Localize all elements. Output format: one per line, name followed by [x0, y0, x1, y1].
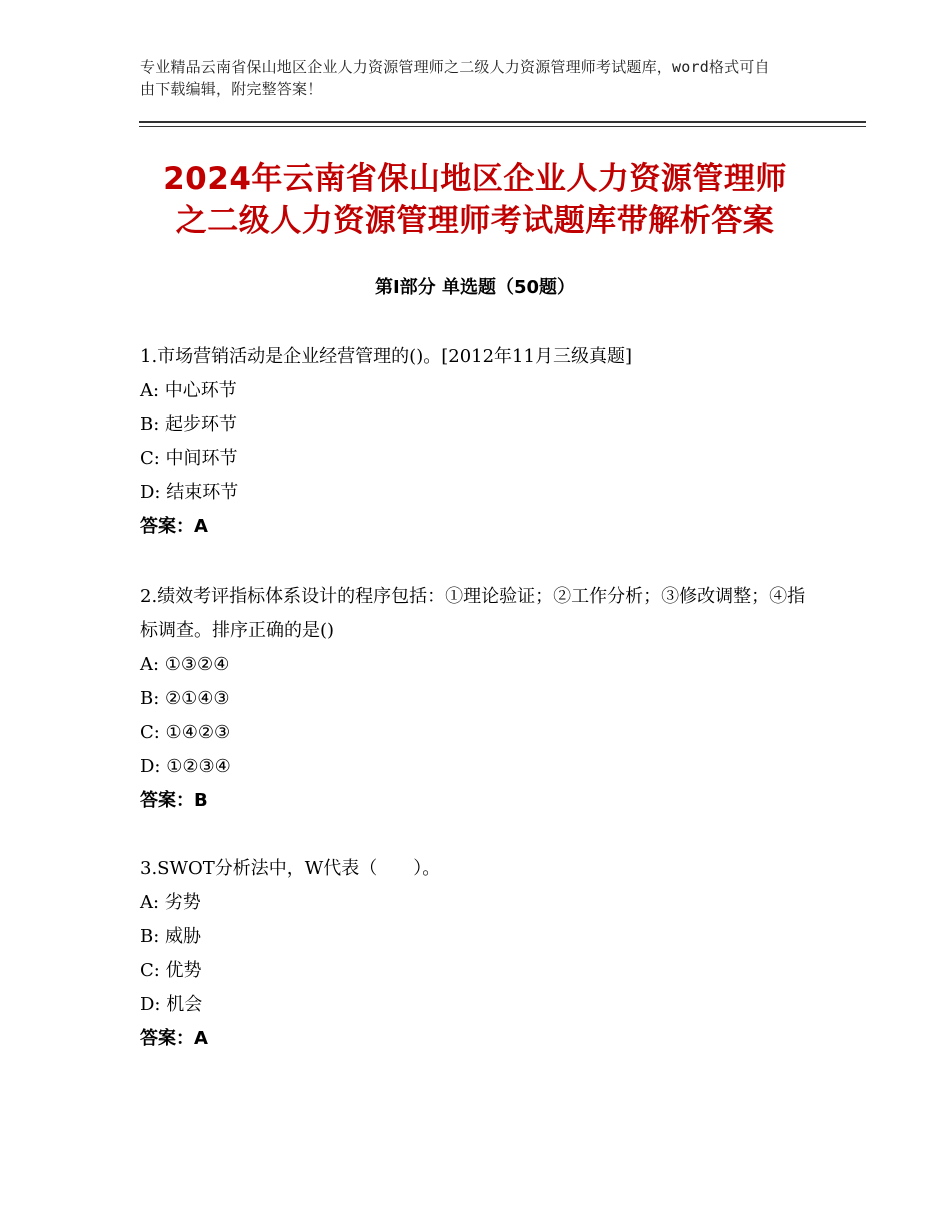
question-1 [140, 340, 810, 544]
question-stem: 2.绩效考评指标体系设计的程序包括：①理论验证；②工作分析；③修改调整；④指标调查。排序正确的是() [140, 586, 806, 641]
section-title: 第Ⅰ部分 单选题（50题） [374, 277, 575, 298]
option-d: D: 机会 [140, 994, 203, 1015]
option-b: B: 起步环节 [140, 414, 238, 435]
header-note: 专业精品云南省保山地区企业人力资源管理师之二级人力资源管理师考试题库，word格式可自由下载编辑，附完整答案！ [140, 58, 770, 98]
title-line-2: 之二级人力资源管理师考试题库带解析答案 [175, 203, 775, 239]
option-c: C: 中间环节 [140, 448, 238, 469]
option-b: B: 威胁 [140, 926, 202, 947]
answer: 答案：A [140, 516, 208, 537]
question-3 [140, 852, 810, 1056]
title-line-1: 2024年云南省保山地区企业人力资源管理师 [163, 161, 787, 197]
header-divider-thin [139, 126, 866, 127]
question-stem: 1.市场营销活动是企业经营管理的()。[2012年11月三级真题] [140, 346, 632, 367]
option-a: A: 劣势 [140, 892, 201, 913]
option-d: D: 结束环节 [140, 482, 239, 503]
question-2 [140, 580, 810, 818]
question-stem: 3.SWOT分析法中，W代表（ ）。 [140, 858, 441, 879]
answer: 答案：B [140, 790, 208, 811]
header-divider-thick [139, 121, 866, 123]
option-c: C: 优势 [140, 960, 202, 981]
option-a: A: ①③②④ [140, 654, 230, 675]
option-b: B: ②①④③ [140, 688, 230, 709]
option-c: C: ①④②③ [140, 722, 231, 743]
option-d: D: ①②③④ [140, 756, 231, 777]
document-title [120, 158, 830, 242]
option-a: A: 中心环节 [140, 380, 237, 401]
answer: 答案：A [140, 1028, 208, 1049]
